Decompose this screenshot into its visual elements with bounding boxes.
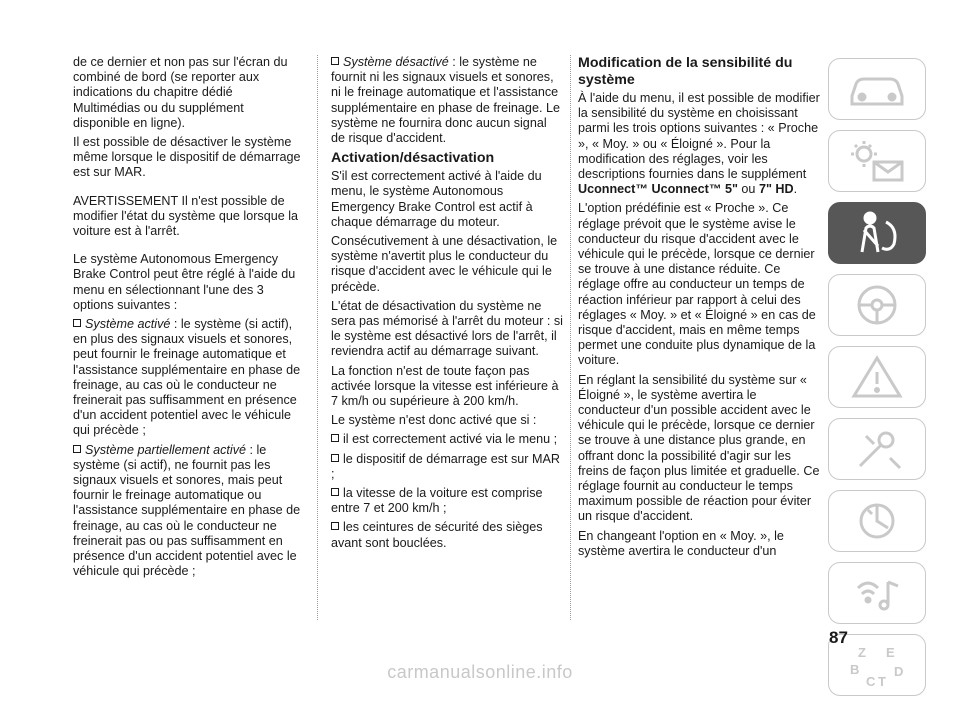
option-term: Système désactivé xyxy=(343,55,449,69)
breakdown-triangle-icon xyxy=(842,352,912,402)
product-name: Uconnect™ Uconnect™ 5" xyxy=(578,182,738,197)
checkbox-bullet-icon xyxy=(73,445,81,453)
paragraph: Il est possible de désactiver le système même lorsque le dispositif de démarrage est sur MAR. xyxy=(73,135,301,180)
text-column-3 xyxy=(578,55,820,563)
svg-text:D: D xyxy=(894,664,904,679)
checkbox-bullet-icon xyxy=(73,319,81,327)
paragraph: S'il est correctement activé à l'aide du menu, le système Autonomous Emergency Brake Control est actif à chaque démarrage du moteur. xyxy=(331,169,542,229)
tab-multimedia[interactable] xyxy=(828,562,926,624)
option-text: : le système (si actif), en plus des signaux visuels et sonores, peut fournir le freinage automatique et l'assistance supplémentaire en phase de freinage, au cas où le conducteur ne freinerait pas suffisamment en présence d'un accident potentiel avec le véhicule qui précède ; xyxy=(73,317,301,438)
list-item: les ceintures de sécurité des sièges avant sont bouclées. xyxy=(331,520,543,550)
svg-text:T: T xyxy=(878,674,886,689)
paragraph: L'état de désactivation du système ne sera pas mémorisé à l'arrêt du moteur : si le système est désactivé lors de l'arrêt, il reviendra actif au démarrage suivant. xyxy=(331,298,563,359)
svg-text:Z: Z xyxy=(858,645,866,660)
technical-data-icon xyxy=(842,496,912,546)
checkbox-bullet-icon xyxy=(331,434,339,442)
seatbelt-airbag-icon xyxy=(842,208,912,258)
paragraph: Consécutivement à une désactivation, le système n'avertit plus le conducteur du risque d'accident avec le véhicule qui le précède. xyxy=(331,234,558,294)
text-column-2 xyxy=(331,55,563,555)
paragraph: Le système n'est donc activé que si : xyxy=(331,413,537,428)
paragraph: En changeant l'option en « Moy. », le système avertira le conducteur d'un xyxy=(578,528,784,558)
tab-driving[interactable] xyxy=(828,274,926,336)
car-icon xyxy=(842,64,912,114)
option-item xyxy=(73,443,303,580)
chapter-tabs xyxy=(828,58,928,706)
section-heading: Modification de la sensibilité du système xyxy=(578,55,793,88)
list-item: la vitesse de la voiture est comprise entre 7 et 200 km/h ; xyxy=(331,486,543,516)
section-heading: Activation/désactivation xyxy=(331,150,495,167)
multimedia-icon xyxy=(842,568,912,618)
svg-text:B: B xyxy=(850,662,860,677)
maintenance-tools-icon xyxy=(842,424,912,474)
checkbox-bullet-icon xyxy=(331,488,339,496)
tab-technical-data[interactable] xyxy=(828,490,926,552)
option-text: : le système ne fournit ni les signaux visuels et sonores, ni le freinage automatique et l'assistance supplémentaire en phase de freinage. Le système ne fournira donc aucun signal de risque d'accident. xyxy=(331,55,560,146)
list-item: il est correctement activé via le menu ; xyxy=(331,432,563,447)
option-text: : le système (si actif), ne fournit pas les signaux visuels et sonores, mais peut fournir le freinage automatique ou l'assistance supplémentaire en phase de freinage, au cas où le conducteur ne freinerait pas ou pas suffisamment en présence d'un accident potentiel avec le véhicule qui précède ; xyxy=(73,442,301,579)
paragraph: L'option prédéfinie est « Proche ». Ce réglage prévoit que le système avise le conducteur du risque d'accident avec le véhicule qui le précède, lorsque ce dernier se trouve à une distance réduite. Ce réglage offre au conducteur un temps de réaction inférieur par rapport à celui des réglages « Moy. » et « Éloigné » en cas de risque d'accident, mais en même temps permet une conduite plus dynamique de la voiture. xyxy=(578,201,816,368)
tab-car[interactable] xyxy=(828,58,926,120)
option-term: Système activé xyxy=(85,317,171,332)
warning-lights-icon xyxy=(842,136,912,186)
option-item xyxy=(73,317,303,439)
product-name: 7" HD xyxy=(758,182,794,197)
steering-wheel-icon xyxy=(842,280,912,330)
paragraph: de ce dernier et non pas sur l'écran du combiné de bord (se reporter aux indications du chapitre dédié Multimédias ou du supplément disponible en ligne). xyxy=(73,55,288,130)
paragraph: À l'aide du menu, il est possible de modifier la sensibilité du système en choisissant parmi les trois options suivantes : « Proche », « Moy. » ou « Éloigné ». Pour la modification des réglages, voir les descriptions fournies dans le supplément Uconnect™ Uconnect™ 5" ou 7" HD. xyxy=(578,91,820,197)
tab-maintenance[interactable] xyxy=(828,418,926,480)
watermark-text: carmanualsonline.info xyxy=(387,662,573,682)
column-divider xyxy=(317,55,318,620)
paragraph: Le système Autonomous Emergency Brake Control peut être réglé à l'aide du menu en sélectionnant l'une des 3 options suivantes : xyxy=(73,252,296,312)
option-term: Système partiellement activé xyxy=(85,442,246,457)
paragraph: La fonction n'est de toute façon pas activée lorsque la vitesse est inférieure à 7 km/h ou supérieure à 200 km/h. xyxy=(331,363,559,409)
option-item xyxy=(331,55,563,146)
warning-paragraph: AVERTISSEMENT Il n'est possible de modifier l'état du système que lorsque la voiture est à l'arrêt. xyxy=(73,193,299,239)
list-item: le dispositif de démarrage est sur MAR ; xyxy=(331,451,560,481)
paragraph: En réglant la sensibilité du système sur « Éloigné », le système avertira le conducteur d'un possible accident avec le véhicule qui le précède, lorsque ce dernier se trouve à une distance plus grande, en offrant donc la possibilité d'agir sur les freins de façon plus limitée et graduelle. Ce réglage fournit au conducteur le temps maximum possible de réaction pour éviter un risque d'accident. xyxy=(578,372,820,524)
tab-safety[interactable] xyxy=(828,202,926,264)
text-column-1 xyxy=(73,55,303,584)
checkbox-bullet-icon xyxy=(331,454,339,462)
tab-emergency[interactable] xyxy=(828,346,926,408)
tab-warning-lights[interactable] xyxy=(828,130,926,192)
page-number: 87 xyxy=(829,628,848,647)
svg-text:E: E xyxy=(886,645,895,660)
column-divider xyxy=(570,55,571,620)
checkbox-bullet-icon xyxy=(331,522,339,530)
checkbox-bullet-icon xyxy=(331,57,339,65)
svg-text:C: C xyxy=(866,674,876,689)
